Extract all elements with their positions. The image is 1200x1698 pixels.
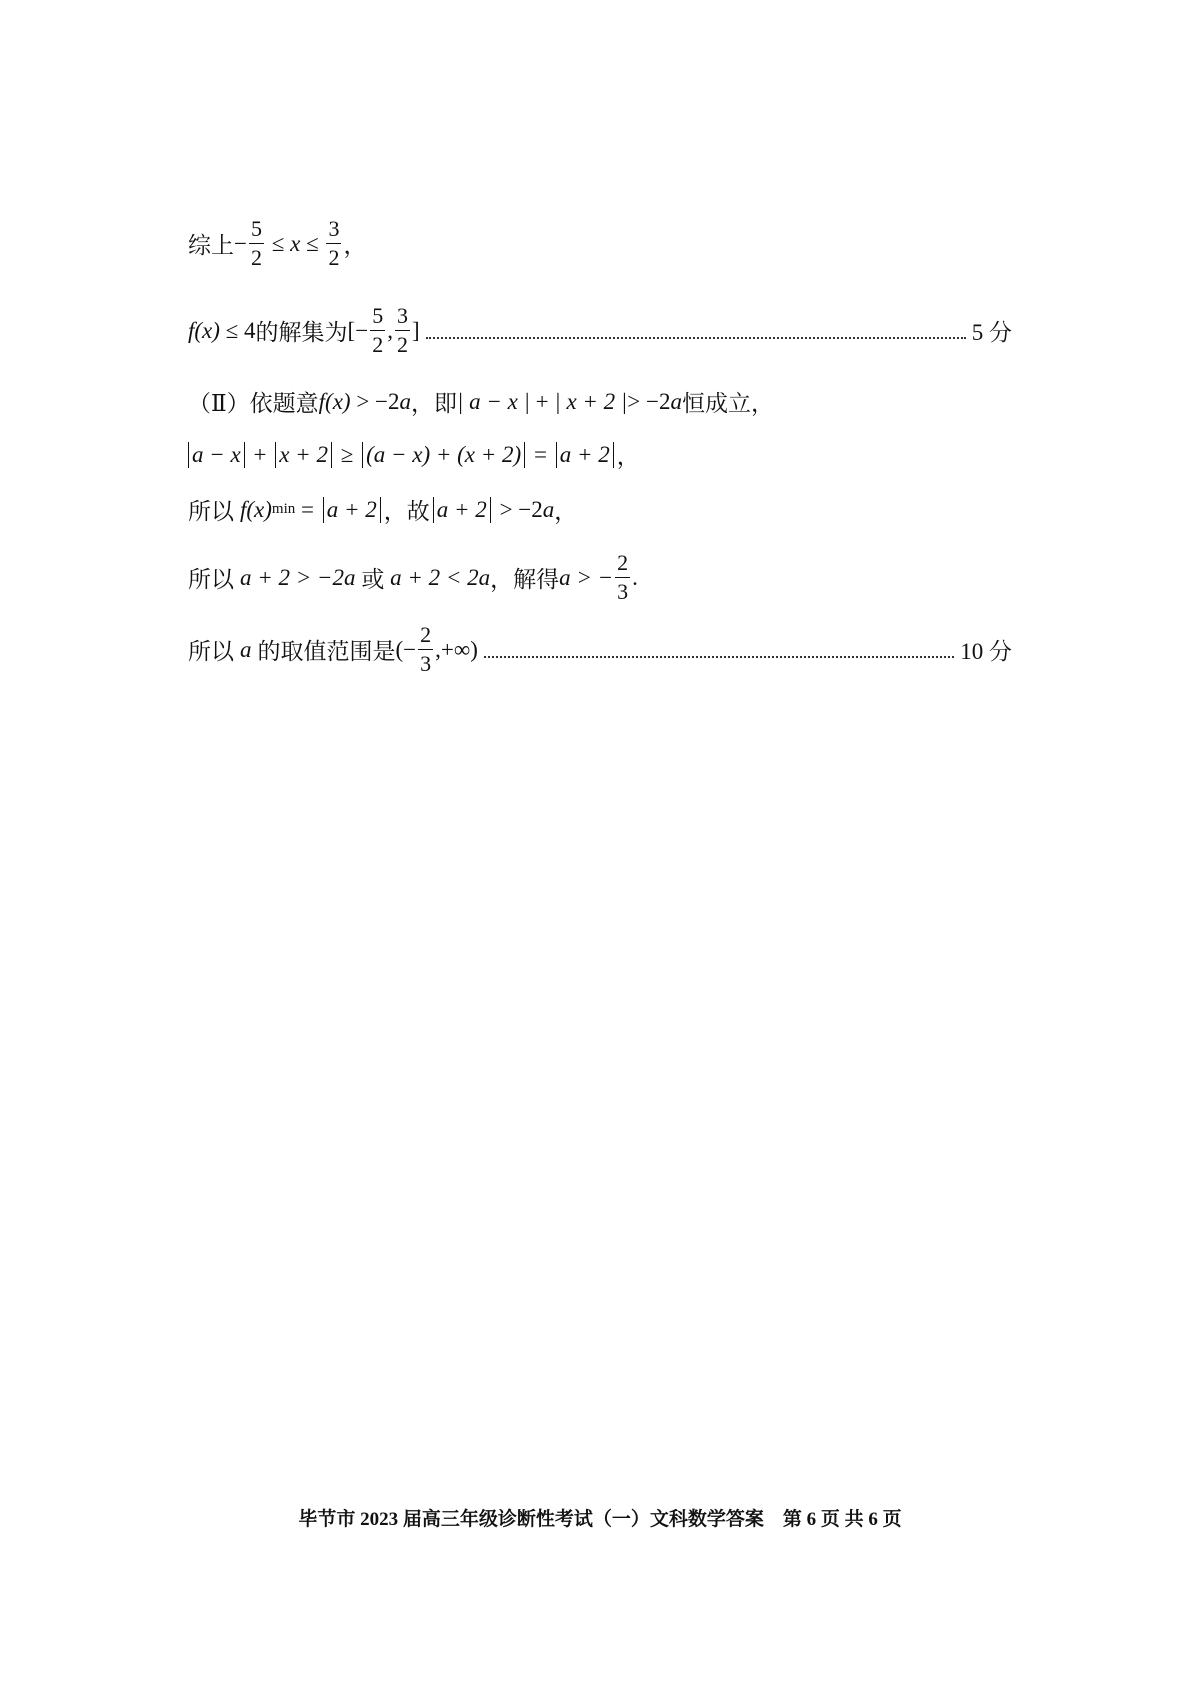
fraction-5-2: $\frac{5}{2}$ (372, 303, 384, 357)
fraction-3-2: $\frac{3}{2}$ (396, 303, 408, 357)
page-footer: 毕节市 2023 届高三年级诊断性考试（一）文科数学答案 第 6 页 共 6 页 (298, 1509, 902, 1530)
solution-line-6: 所以 a + 2 > −2a 或 a + 2 < 2a ，解得 a > − $\frac{2}{3}$ . (188, 550, 638, 604)
score-label: 5 分 (971, 320, 1012, 345)
solution-line-2: f (x) ≤ 4 的解集为 [− $\frac{5}{2}$ , $\frac{3}{2}$ ] 5 分 (188, 303, 1012, 357)
fraction-5-2: $\frac{5}{2}$ (250, 216, 262, 270)
fraction-2-3: $\frac{2}{3}$ (420, 622, 432, 676)
minus-sign: − (234, 230, 247, 256)
dot-leader (426, 327, 966, 339)
text-prefix: 综上 (188, 233, 234, 258)
solution-line-3: （Ⅱ）依题意 f (x) > −2 a ，即 | a − x | + | x + 2 | > −2 a 恒成立， (188, 388, 774, 416)
dot-leader (484, 646, 954, 658)
solution-line-7: 所以 a 的取值范围是 (− $\frac{2}{3}$ ,+∞) 10 分 (188, 622, 1012, 676)
score-label: 10 分 (960, 639, 1012, 664)
solution-line-4: a − x + x + 2 ≥ (a − x) + (x + 2) = a + 2 ， (188, 438, 1012, 471)
fraction-2-3: $\frac{2}{3}$ (617, 550, 629, 604)
fraction-3-2: $\frac{3}{2}$ (328, 216, 340, 270)
solution-line-1: 综上 − $\frac{5}{2}$ ≤ x ≤ $\frac{3}{2}$ ， (188, 216, 367, 270)
solution-line-5: 所以 f (x) min = a + 2 ，故 a + 2 > −2 a ， (188, 496, 578, 524)
